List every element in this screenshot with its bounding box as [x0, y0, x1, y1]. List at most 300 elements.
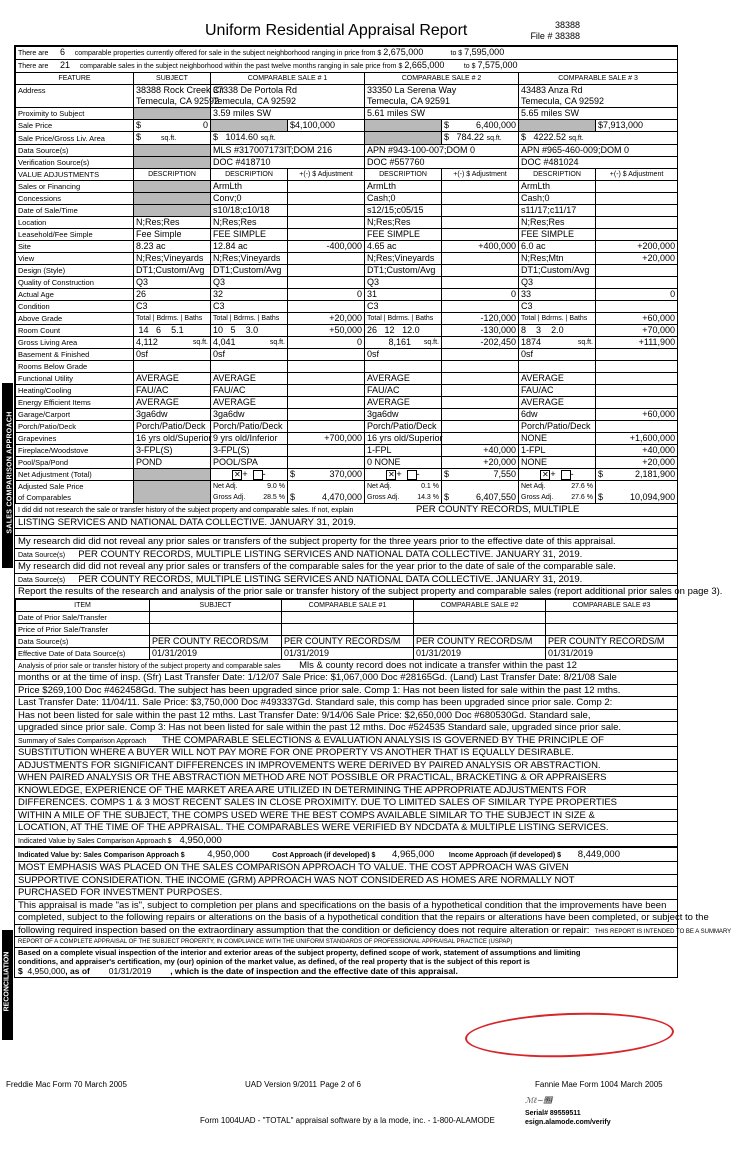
plus-checkbox[interactable]: ✕ — [234, 469, 241, 479]
fireplace-row — [16, 445, 678, 457]
form-text: This appraisal is made "as is", subject to completion per plans and specifications on the basis of a hypothetical condition that the improvements have been — [15, 900, 677, 913]
table-cell: Garage/Carport — [16, 409, 134, 421]
form-text: 7,595,000 — [464, 47, 505, 57]
table-cell — [288, 445, 365, 457]
table-cell — [211, 337, 288, 349]
table-cell: PER COUNTY RECORDS/M — [414, 635, 546, 647]
table-cell — [442, 397, 519, 409]
form-text: 6,407,550 — [475, 492, 516, 502]
table-cell: COMPARABLE SALE # 2 — [365, 73, 519, 85]
table-cell: Above Grade — [16, 313, 134, 325]
table-cell: 4.65 ac — [365, 241, 442, 253]
table-cell — [134, 193, 211, 205]
form-text: Adjusted Sale Price — [18, 482, 84, 491]
indicated-value-sca: 4,950,000 — [179, 834, 222, 846]
form-title: Uniform Residential Appraisal Report — [205, 22, 468, 39]
table-cell — [288, 229, 365, 241]
table-cell: DESCRIPTION — [519, 169, 596, 181]
quality-row — [16, 277, 678, 289]
form-text: Mls & county record does not indicate a transfer within the past 12 — [299, 659, 577, 671]
table-cell — [596, 349, 678, 361]
table-cell — [134, 205, 211, 217]
table-cell: 0sf — [134, 349, 211, 361]
minus-checkbox[interactable] — [253, 470, 263, 480]
table-cell: -120,000 — [442, 313, 519, 325]
table-cell: COMPARABLE SALE #2 — [414, 599, 546, 611]
form-text: Has not been listed for sale within the past 12 mths. Last Transfer Date: 9/14/06 Sale Price: $2,650,000 Doc #680530Gd. Standard sale, — [15, 710, 677, 723]
form-text: Total — [213, 315, 228, 322]
table-cell: +60,000 — [596, 409, 678, 421]
form-text: 1874 — [521, 337, 542, 347]
table-cell: +111,900 — [596, 337, 678, 349]
table-cell — [150, 611, 282, 623]
form-text: Bdrms. — [387, 315, 410, 322]
table-cell: N;Res;Vineyards — [211, 253, 288, 265]
table-cell: AVERAGE — [365, 397, 442, 409]
table-cell — [519, 337, 596, 349]
table-cell — [16, 60, 678, 73]
table-cell — [596, 193, 678, 205]
table-cell: -400,000 — [288, 241, 365, 253]
table-cell: 1-FPL — [519, 445, 596, 457]
income-value: 8,449,000 — [577, 849, 620, 860]
table-cell: Date of Sale/Time — [16, 205, 134, 217]
table-cell: Actual Age — [16, 289, 134, 301]
form-text: 43483 Anza Rd — [521, 85, 583, 95]
reconciliation-sidebar — [2, 930, 13, 1040]
form-text: 0 — [202, 120, 208, 130]
table-cell — [596, 229, 678, 241]
table-cell: Total | Bdrms. | Baths — [134, 313, 211, 325]
table-cell: DT1;Custom/Avg — [211, 265, 288, 277]
table-cell — [211, 481, 288, 504]
table-cell — [134, 337, 211, 349]
table-cell: Sale Price/Gross Liv. Area — [16, 132, 134, 145]
table-cell — [16, 47, 678, 60]
table-cell: ArmLth — [365, 181, 442, 193]
table-cell: 9 yrs old/Inferior — [211, 433, 288, 445]
table-cell: Basement & Finished — [16, 349, 134, 361]
minus-checkbox[interactable] — [407, 470, 417, 480]
form-text: Bdrms. — [233, 315, 256, 322]
form-text: 7,575,000 — [477, 60, 518, 70]
table-cell: 0sf — [211, 349, 288, 361]
form-text: 1014.60 — [225, 132, 259, 142]
table-cell: Conv;0 — [211, 193, 288, 205]
table-cell: Porch/Patio/Deck — [519, 421, 596, 433]
form-text: Baths — [261, 315, 280, 322]
form-text: DIFFERENCES. COMPS 1 & 3 MOST RECENT SALES IN CLOSE PROXIMITY. DUE TO LIMITED SALES OF SIMILAR TYPE PROPERTIES — [15, 797, 677, 810]
table-cell: N;Res;Res — [519, 217, 596, 229]
form-text: THE COMPARABLE SELECTIONS & EVALUATION ANALYSIS IS GOVERNED BY THE PRINCIPLE OF — [162, 734, 604, 746]
form-text: KNOWLEDGE, EXPERIENCE OF THE MARKET AREA ARE UTILIZED IN DETERMINING THE APPROPRIATE ADJUSTMENTS FOR — [15, 785, 677, 798]
table-cell: Concessions — [16, 193, 134, 205]
table-cell: COMPARABLE SALE #1 — [282, 599, 414, 611]
form-text: 38388 Rock Creek Cir — [136, 85, 225, 95]
table-cell — [288, 253, 365, 265]
table-cell — [134, 469, 211, 481]
site-row — [16, 241, 678, 253]
form-text: 37338 De Portola Rd — [213, 85, 298, 95]
table-cell: N;Res;Vineyards — [134, 253, 211, 265]
table-cell: Room Count — [16, 325, 134, 337]
table-cell — [288, 373, 365, 385]
table-row — [16, 623, 678, 635]
form-text: comparable properties currently offered for sale in the subject neighborhood ranging in price from $ — [74, 50, 382, 57]
design-row — [16, 265, 678, 277]
table-cell: NONE — [519, 457, 596, 469]
table-cell: MLS #317007173IT;DOM 216 — [211, 145, 365, 157]
table-cell: DOC #481024 — [519, 157, 678, 169]
form-text: There are — [18, 50, 49, 57]
table-cell: ArmLth — [211, 181, 288, 193]
table-cell: N;Res;Vineyards — [365, 253, 442, 265]
table-cell — [596, 217, 678, 229]
table-cell: 32 — [211, 289, 288, 301]
table-cell: $ 784.22 sq.ft. — [442, 132, 519, 145]
file-number-block — [520, 20, 580, 42]
form-text: 2,181,900 — [635, 469, 676, 479]
form-text: following required inspection based on the extraordinary assumption that the condition or deficiency does not require alteration or repair: — [18, 924, 590, 936]
table-cell: 16 yrs old/Superior — [134, 433, 211, 445]
form-text: Based on a complete visual inspection of the interior and exterior areas of the subject property, defined scope of work, statement of assumptions and limiting — [18, 948, 581, 957]
form-text: Temecula, CA 92592 — [213, 96, 297, 106]
form-text: 4,470,000 — [321, 492, 362, 502]
table-cell: COMPARABLE SALE # 1 — [211, 73, 365, 85]
file-number-top: 38388 — [554, 20, 580, 30]
table-cell: Q3 — [519, 277, 596, 289]
footer-page: Page 2 of 6 — [320, 1080, 361, 1089]
form-text: 4222.52 — [533, 132, 567, 142]
form-text: LOCATION, AT THE TIME OF THE APPRAISAL. THE COMPARABLES WERE VERIFIED BY NDCDATA & MULTIPLE LISTING SERVICES. — [15, 822, 677, 835]
form-text: REPORT OF A COMPLETE APPRAISAL OF THE SUBJECT PROPERTY, IN COMPLIANCE WITH THE UNIFORM STANDARDS OF PROFESSIONAL APPRAISAL PRACTICE (USPAP) — [15, 937, 677, 948]
table-cell: FAU/AC — [211, 385, 288, 397]
form-text: Analysis of prior sale or transfer history of the subject property and comparable sales — [18, 662, 281, 670]
form-text: sq.ft. — [423, 339, 439, 346]
research-subject: My research did did not reveal any prior sales or transfers of the subject property for the three years prior to the effective date of this appraisal. — [15, 536, 677, 549]
table-cell: FEE SIMPLE — [519, 229, 596, 241]
table-cell — [519, 361, 596, 373]
table-cell: s12/15;c05/15 — [365, 205, 442, 217]
table-cell: -202,450 — [442, 337, 519, 349]
table-cell: 0 NONE — [365, 457, 442, 469]
form-text: SUPPORTIVE CONSIDERATION. THE INCOME (GRM) APPROACH WAS NOT CONSIDERED AS HOMES ARE NORMALLY NOT — [15, 875, 677, 888]
table-row — [16, 635, 678, 647]
table-cell: DT1;Custom/Avg — [365, 265, 442, 277]
footer-esign: esign.alamode.com/verify — [525, 1119, 611, 1126]
table-cell — [134, 181, 211, 193]
table-cell: Porch/Patio/Deck — [16, 421, 134, 433]
location-row — [16, 217, 678, 229]
table-cell: AVERAGE — [211, 373, 288, 385]
sales-comparison-summary — [15, 735, 677, 849]
table-cell: Porch/Patio/Deck — [365, 421, 442, 433]
form-text: Temecula, CA 92591 — [367, 96, 451, 106]
form-text: 14 — [138, 325, 149, 335]
table-cell: $ 370,000 — [288, 469, 365, 481]
form-text: 3.0 — [245, 325, 259, 335]
table-cell — [442, 181, 519, 193]
table-cell — [288, 457, 365, 469]
plus-checkbox[interactable]: ✕ — [388, 469, 395, 479]
table-cell: Leasehold/Fee Simple — [16, 229, 134, 241]
form-text: Gross Adj. — [367, 494, 400, 501]
form-text: Indicated Value by Sales Comparison Approach $ — [18, 837, 172, 845]
table-cell: $7,913,000 — [596, 120, 678, 132]
form-text: 6,400,000 — [475, 120, 516, 130]
form-text: sq.ft. — [568, 135, 584, 142]
table-cell: +700,000 — [288, 433, 365, 445]
form-text: 10,094,900 — [630, 492, 676, 502]
garage-row — [16, 409, 678, 421]
form-text: 6 — [60, 47, 66, 57]
grapevines-row — [16, 433, 678, 445]
age-row — [16, 289, 678, 301]
table-cell — [546, 611, 678, 623]
table-cell: ArmLth — [519, 181, 596, 193]
form-text: 7,913,000 — [603, 120, 644, 130]
table-cell: +20,000 — [596, 457, 678, 469]
table-cell: +(-) $ Adjustment — [442, 169, 519, 181]
table-cell: s11/17;c11/17 — [519, 205, 596, 217]
table-cell — [596, 301, 678, 313]
table-cell: $ 6,400,000 — [442, 120, 519, 132]
table-cell: POND — [134, 457, 211, 469]
table-cell: Fireplace/Woodstove — [16, 445, 134, 457]
table-cell — [442, 253, 519, 265]
form-text: sq.ft. — [161, 135, 177, 142]
form-text: 12.0 — [402, 325, 420, 335]
table-cell: AVERAGE — [134, 397, 211, 409]
table-cell: Verification Source(s) — [16, 157, 134, 169]
form-text: of Comparables — [18, 493, 71, 502]
table-cell — [442, 349, 519, 361]
form-text: Income Approach (if developed) $ — [448, 852, 562, 859]
table-cell — [288, 397, 365, 409]
table-cell: $ 4,470,000 — [288, 481, 365, 504]
table-cell: 31 — [365, 289, 442, 301]
table-cell: 3-FPL(S) — [134, 445, 211, 457]
table-cell: -130,000 — [442, 325, 519, 337]
table-cell: C3 — [365, 301, 442, 313]
table-cell: Porch/Patio/Deck — [134, 421, 211, 433]
form-text: 26 — [367, 325, 378, 335]
effective-date: 01/31/2019 — [108, 966, 152, 976]
footer-form: Form 1004UAD - "TOTAL" appraisal software by a la mode, inc. - 1-800-ALAMODE — [200, 1116, 495, 1125]
table-cell: Price of Prior Sale/Transfer — [16, 623, 150, 635]
form-text: completed, subject to the following repairs or alterations on the basis of a hypothetical condition that the repairs or alterations have been completed, or subject to the — [15, 912, 677, 925]
table-cell: Heating/Cooling — [16, 385, 134, 397]
sales-line — [16, 60, 678, 73]
table-cell — [134, 108, 211, 120]
form-text: Temecula, CA 92592 — [136, 96, 220, 106]
form-text: PER COUNTY RECORDS, MULTIPLE — [416, 504, 580, 515]
table-cell: 33 — [519, 289, 596, 301]
table-cell: N;Res;Res — [134, 217, 211, 229]
table-cell: ✕ + - — [519, 469, 596, 481]
form-text: 784.22 — [456, 132, 485, 142]
pool-row — [16, 457, 678, 469]
table-cell: Total | Bdrms. | Baths — [519, 313, 596, 325]
table-cell: C3 — [519, 301, 596, 313]
table-cell: Quality of Construction — [16, 277, 134, 289]
sale-price-row — [16, 120, 678, 132]
table-cell — [442, 409, 519, 421]
table-cell: 0 — [442, 289, 519, 301]
table-cell: DT1;Custom/Avg — [519, 265, 596, 277]
table-cell — [365, 325, 442, 337]
table-cell — [414, 623, 546, 635]
footer-right: Fannie Mae Form 1004 March 2005 — [535, 1080, 663, 1089]
form-text: 8,161 — [388, 337, 411, 347]
table-cell — [365, 120, 442, 132]
form-text: 33350 La Serena Way — [367, 85, 457, 95]
form-text: Total — [367, 315, 382, 322]
form-text: Net Adj. — [367, 483, 392, 490]
table-cell: +20,000 — [596, 253, 678, 265]
form-text: upgraded since prior sale. Comp 3: Has not been listed for sale within the past 12 mths. Doc #524535 Standard sale, upgraded since prior sale. — [15, 722, 677, 735]
table-cell: Design (Style) — [16, 265, 134, 277]
table-cell — [442, 433, 519, 445]
form-text: Baths — [569, 315, 588, 322]
table-cell: 0 — [596, 289, 678, 301]
table-cell: DESCRIPTION — [365, 169, 442, 181]
table-cell — [442, 301, 519, 313]
form-text: 14.3 % — [417, 494, 439, 501]
table-cell: $ 6,407,550 — [442, 481, 519, 504]
table-cell: APN #943-100-007;DOM 0 — [365, 145, 519, 157]
table-cell — [519, 325, 596, 337]
room-count-row — [16, 325, 678, 337]
proximity-row — [16, 108, 678, 120]
form-text: SUBSTITUTION WHERE A BUYER WILL NOT PAY MORE FOR ONE PROPERTY VS ANOTHER THAT IS EQUALLY DESIRABLE. — [15, 747, 677, 760]
table-cell — [442, 229, 519, 241]
red-highlight-circle — [464, 1009, 674, 1060]
table-cell: Grapevines — [16, 433, 134, 445]
table-cell — [288, 361, 365, 373]
table-cell — [365, 85, 519, 108]
footer-serial: Serial# 89559511 — [525, 1110, 581, 1117]
form-text: Total — [521, 315, 536, 322]
form-text: Total — [136, 315, 151, 322]
table-cell: ITEM — [16, 599, 150, 611]
table-cell: Cash;0 — [365, 193, 442, 205]
table-cell — [519, 85, 678, 108]
table-cell — [211, 361, 288, 373]
form-text: Last Transfer Date: 11/04/11. Sale Price: $3,750,000 Doc #493337Gd. Standard sale, this comp has been upgraded since prior sale. Comp 2: — [15, 697, 677, 710]
table-cell — [288, 421, 365, 433]
table-cell: +200,000 — [596, 241, 678, 253]
form-text: sq.ft. — [269, 339, 285, 346]
heating-row — [16, 385, 678, 397]
table-cell — [365, 132, 442, 145]
form-text: THIS REPORT IS INTENDED TO BE A SUMMARY — [594, 928, 731, 935]
table-cell: 26 — [134, 289, 211, 301]
table-cell — [442, 361, 519, 373]
form-text: 27.6 % — [571, 483, 593, 490]
sales-comparison-grid — [14, 45, 731, 978]
table-cell: View — [16, 253, 134, 265]
table-cell: $ 0 — [134, 120, 211, 132]
table-cell: +50,000 — [288, 325, 365, 337]
table-cell: DT1;Custom/Avg — [134, 265, 211, 277]
table-cell — [288, 301, 365, 313]
below-grade-row — [16, 361, 678, 373]
plus-checkbox[interactable]: ✕ — [542, 469, 549, 479]
table-cell — [134, 85, 225, 108]
above-grade-row — [16, 313, 678, 325]
table-cell — [365, 337, 442, 349]
signature-scribble: ℳℓ~𝔆 — [525, 1096, 552, 1105]
table-cell: 5.61 miles SW — [365, 108, 519, 120]
data-source-row — [16, 145, 678, 157]
table-cell — [596, 373, 678, 385]
sca-value: 4,950,000 — [207, 849, 250, 860]
form-text: , which is the date of inspection and the effective date of this appraisal. — [170, 966, 458, 976]
table-cell: COMPARABLE SALE #3 — [546, 599, 678, 611]
form-text: 10 — [213, 325, 224, 335]
porch-row — [16, 421, 678, 433]
cost-value: 4,965,000 — [392, 849, 435, 860]
form-text: Net Adj. — [521, 483, 546, 490]
table-row — [16, 647, 678, 659]
table-cell: 3ga6dw — [365, 409, 442, 421]
table-cell: VALUE ADJUSTMENTS — [16, 169, 134, 181]
table-cell — [288, 181, 365, 193]
table-cell — [288, 193, 365, 205]
table-cell — [442, 217, 519, 229]
minus-checkbox[interactable] — [561, 470, 571, 480]
table-cell: $ 7,550 — [442, 469, 519, 481]
form-text: 9.0 % — [267, 483, 285, 490]
table-cell — [442, 385, 519, 397]
table-cell: 3ga6dw — [134, 409, 211, 421]
form-text: 7,550 — [493, 469, 516, 479]
table-cell — [288, 409, 365, 421]
table-row — [16, 611, 678, 623]
table-cell: N;Res;Res — [365, 217, 442, 229]
table-cell: POOL/SPA — [211, 457, 288, 469]
form-text: to $ — [463, 63, 476, 70]
table-cell: Sales or Financing — [16, 181, 134, 193]
table-cell: Functional Utility — [16, 373, 134, 385]
table-cell — [288, 217, 365, 229]
sales-comparison-sidebar — [2, 383, 13, 568]
form-text: 2,675,000 — [383, 47, 424, 57]
table-cell: $ sq.ft. — [134, 132, 211, 145]
table-cell — [519, 481, 596, 504]
table-cell — [442, 421, 519, 433]
table-cell: $ 4222.52 sq.ft. — [519, 132, 678, 145]
form-text: 28.5 % — [263, 494, 285, 501]
table-cell: FEE SIMPLE — [365, 229, 442, 241]
table-cell: COMPARABLE SALE # 3 — [519, 73, 678, 85]
table-cell: +20,000 — [442, 457, 519, 469]
form-text: 5 — [230, 325, 236, 335]
form-text: sq.ft. — [192, 339, 208, 346]
table-cell — [134, 481, 211, 504]
research-explain: LISTING SERVICES AND NATIONAL DATA COLLECTIVE. JANUARY 31, 2019. — [15, 517, 677, 530]
form-text: PURCHASED FOR INVESTMENT PURPOSES. — [15, 887, 677, 900]
table-cell: FAU/AC — [519, 385, 596, 397]
table-cell: +70,000 — [596, 325, 678, 337]
table-cell: Data Source(s) — [16, 145, 134, 157]
form-text: 8 — [521, 325, 527, 335]
table-cell — [288, 349, 365, 361]
table-cell: SUBJECT — [150, 599, 282, 611]
form-text: ADJUSTMENTS FOR SIGNIFICANT DIFFERENCES IN IMPROVEMENTS WERE DERIVED BY PAIRED ANALYSIS OR ABSTRACTION. — [15, 760, 677, 773]
table-cell: 0sf — [365, 349, 442, 361]
